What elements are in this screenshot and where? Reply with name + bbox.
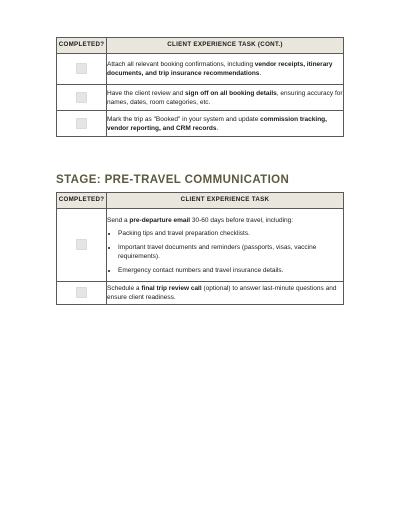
header-task: CLIENT EXPERIENCE TASK (CONT.) bbox=[107, 38, 344, 54]
completed-cell bbox=[57, 209, 107, 282]
completed-cell bbox=[57, 282, 107, 305]
task-bullet-list bbox=[107, 229, 343, 275]
list-item: • Emergency contact numbers and travel insurance details. bbox=[118, 266, 343, 275]
task-cell bbox=[107, 282, 344, 305]
task-text: Schedule a final trip review call (optional) to answer last-minute questions and ensure client readiness. bbox=[107, 285, 337, 301]
table-row bbox=[57, 54, 344, 85]
table-row bbox=[57, 209, 344, 282]
task-cell bbox=[107, 54, 344, 85]
header-completed: COMPLETED? bbox=[57, 193, 107, 209]
task-text: Attach all relevant booking confirmations, including vendor receipts, itinerary documents, and trip insurance recommendations. bbox=[107, 61, 333, 77]
client-experience-table bbox=[56, 192, 344, 305]
task-text: Send a pre-departure email 30-60 days before travel, including: bbox=[107, 216, 294, 224]
header-task: CLIENT EXPERIENCE TASK bbox=[107, 193, 344, 209]
task-cell bbox=[107, 85, 344, 111]
table-row bbox=[57, 85, 344, 111]
completed-checkbox[interactable] bbox=[76, 63, 87, 74]
completed-checkbox[interactable] bbox=[76, 239, 87, 250]
table-row bbox=[57, 111, 344, 137]
completed-cell bbox=[57, 54, 107, 85]
header-completed: COMPLETED? bbox=[57, 38, 107, 54]
table-header-row bbox=[57, 38, 344, 54]
table-header-row bbox=[57, 193, 344, 209]
completed-checkbox[interactable] bbox=[76, 118, 87, 129]
client-experience-table-cont bbox=[56, 37, 344, 137]
completed-checkbox[interactable] bbox=[76, 287, 87, 298]
table-row bbox=[57, 282, 344, 305]
completed-cell bbox=[57, 111, 107, 137]
task-cell bbox=[107, 111, 344, 137]
list-item: • Important travel documents and reminders (passports, visas, vaccine requirements). bbox=[118, 243, 343, 261]
completed-cell bbox=[57, 85, 107, 111]
list-item: • Packing tips and travel preparation checklists. bbox=[118, 229, 343, 238]
task-cell bbox=[107, 209, 344, 282]
stage-heading: STAGE: PRE-TRAVEL COMMUNICATION bbox=[56, 174, 290, 186]
completed-checkbox[interactable] bbox=[76, 92, 87, 103]
task-text: Have the client review and sign off on all booking details, ensuring accuracy for names, dates, room categories, etc. bbox=[107, 89, 343, 106]
task-text: Mark the trip as "Booked" in your system and update commission tracking, vendor reporting, and CRM records. bbox=[107, 115, 327, 132]
